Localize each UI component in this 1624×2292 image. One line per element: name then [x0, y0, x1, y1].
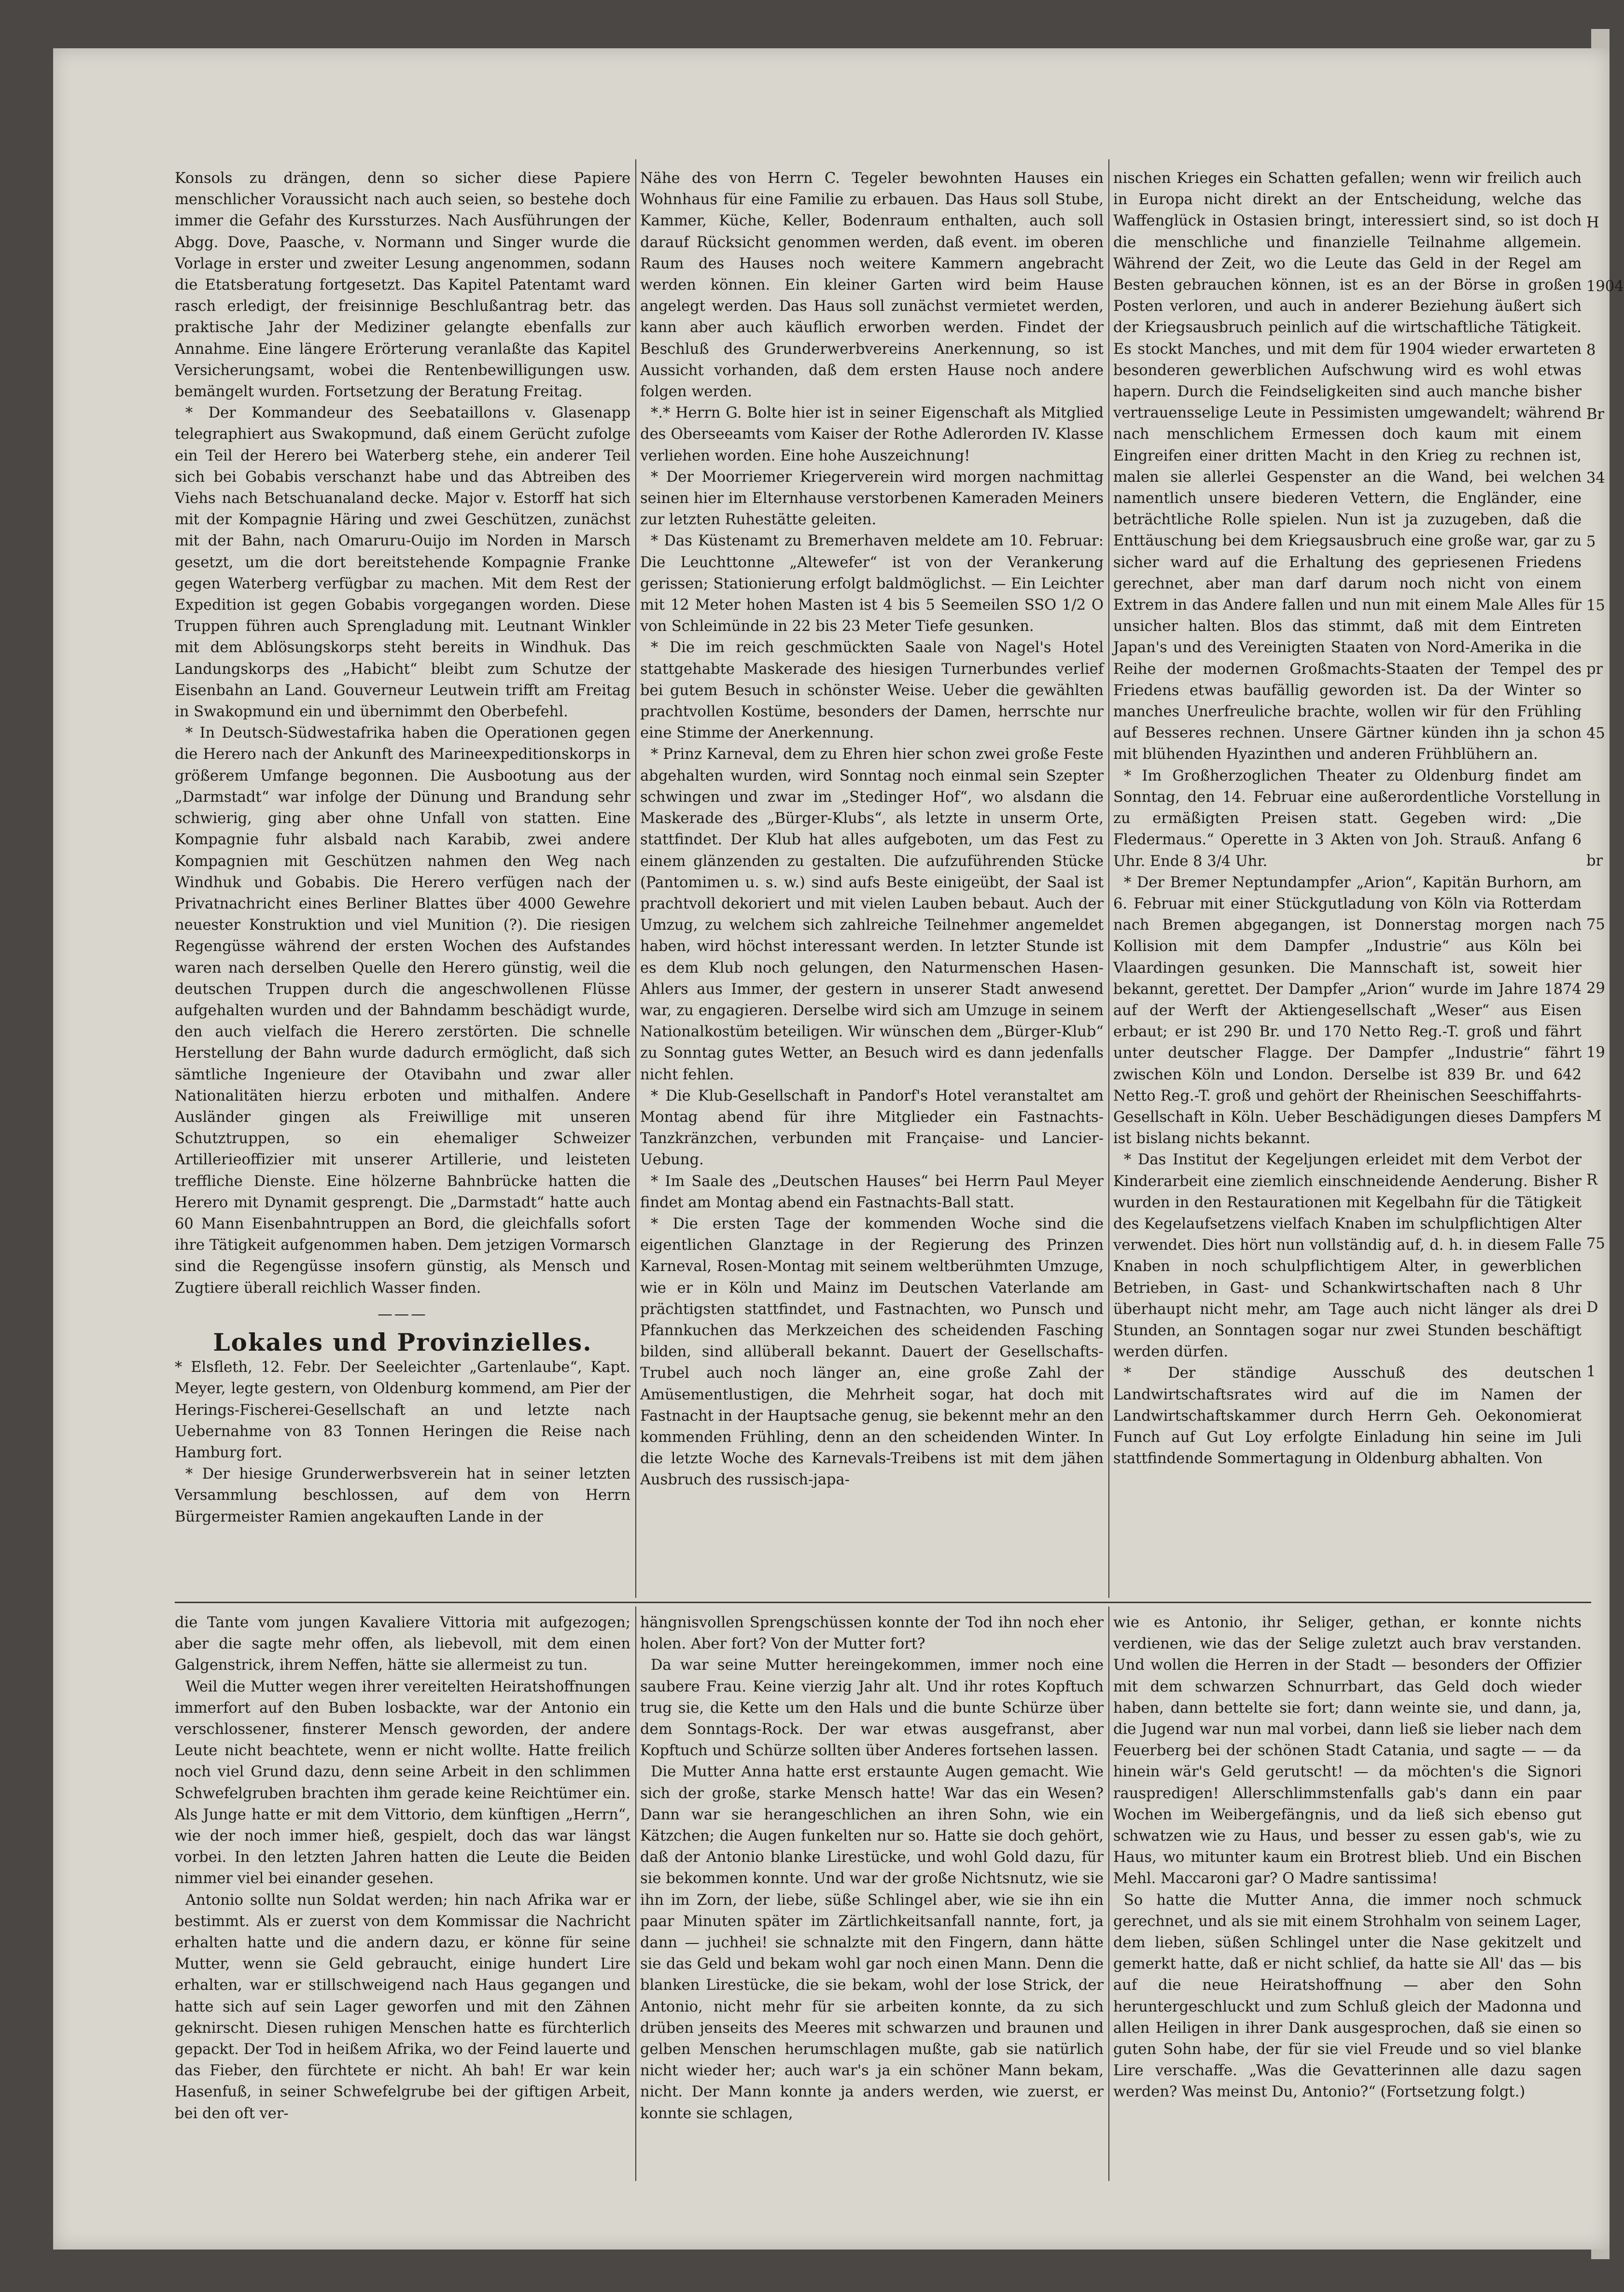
clipped-fragment: 1 [1586, 1363, 1596, 1380]
clipped-fragment: 29 [1586, 980, 1605, 997]
feuilleton-rule-2 [1108, 1607, 1109, 2181]
news-paragraph: Konsols zu drängen, denn so sicher diese Papiere menschlicher Voraussicht nach auch seien, so bestehe doch immer die Gefahr des Kurssturzes. Nach Ausführungen der Abgg. Dove, Paasche, v. Normann und Singer wurde die Vorlage in erster und zweiter Lesung angenommen, sodann die Etatsberatung fortgesetzt. Das Kapitel Patentamt ward rasch erledigt, der freisinnige Beschlußantrag betr. das praktische Jahr der Mediziner gelangte ebenfalls zur Annahme. Eine längere Erörterung veranlaßte das Kapitel Versicherungsamt, wobei die Rentenbewilligungen usw. bemängelt wurden. Fortsetzung der Beratung Freitag. [175, 170, 630, 401]
news-column-1 [175, 168, 630, 1592]
clipped-fragment: 1904 [1586, 278, 1624, 295]
local-news-paragraph: * Die ersten Tage der kommenden Woche sind die eigentlichen Glanztage in der Regierung des Prinzen Karneval, Rosen-Montag mit seinem weltberühmten Umzuge, wie er in Köln und Mainz im Deutschen Vaterlande am prächtigsten stattfindet, und Fastnachten, wo Punsch und Pfannkuchen das Merkzeichen des scheidenden Fasching bilden, sind allüberall bekannt. Dauert der Gesellschafts-Trubel auch noch länger an, eine große Zahl der Amüsementlustigen, die Mehrheit sogar, hat doch mit Fastnacht in der Hauptsache genug, sie bekennt mehr an den kommenden Frühling, denn an den scheidenden Winter. In die letzte Woche des Karnevals-Treibens ist mit dem jähen Ausbruch des russisch-japa- [640, 1215, 1104, 1489]
clipped-fragment: 75 [1586, 1235, 1605, 1253]
clipped-fragment: pr [1586, 661, 1603, 678]
clipped-column-fragments [1586, 212, 1624, 1419]
local-news-paragraph: * Die Klub-Gesellschaft in Pandorf's Hotel veranstaltet am Montag abend für ihre Mitglieder ein Fastnachts-Tanzkränzchen, verbunden mit Française- und Lancier-Uebung. [640, 1087, 1104, 1169]
story-paragraph: Weil die Mutter wegen ihrer vereitelten Heiratshoffnungen immerfort auf den Buben losbackte, war der Antonio ein verschlossener, finsterer Mensch geworden, der andere Leute nicht beachtete, wenn er nicht wollte. Hatte freilich noch viel Grund dazu, denn seine Arbeit in den schlimmen Schwefelgruben brachten ihm gerade keine Reichtümer ein. Als Junge hatte er mit dem Vittorio, dem künftigen „Herrn“, wie der noch immer hieß, gespielt, doch das war längst vorbei. In den letzten Jahren hatten die Leute die Beiden nimmer viel bei einander gesehen. [175, 1678, 630, 1887]
feuilleton-column-1 [175, 1612, 630, 2182]
clipped-fragment: 75 [1586, 916, 1605, 934]
local-news-paragraph: * Im Großherzoglichen Theater zu Oldenburg findet am Sonntag, den 14. Februar eine außerordentliche Vorstellung zu ermäßigten Preisen statt. Gegeben wird: „Die Fledermaus.“ Operette in 3 Akten von Joh. Strauß. Anfang 6 Uhr. Ende 8 3/4 Uhr. [1113, 767, 1582, 870]
feuilleton-rule-1 [635, 1607, 636, 2181]
column-rule-1 [635, 159, 636, 1598]
local-news-paragraph: * Der ständige Ausschuß des deutschen Landwirtschaftsrates wird auf die im Namen der Landwirtschaftskammer durch Herrn Geh. Oekonomierat Funch auf Gut Loy erfolgte Einladung hin seine im Juli stattfindende Sommertagung in Oldenburg abhalten. Von [1113, 1365, 1582, 1467]
clipped-fragment: br [1586, 853, 1603, 870]
feuilleton-column-3 [1113, 1612, 1582, 2182]
clipped-fragment: in [1586, 788, 1601, 806]
story-paragraph: Antonio sollte nun Soldat werden; hin nach Afrika war er bestimmt. Als er zuerst von dem Kommissar die Nachricht erhalten hatte und die andern dazu, er könne für seine Mutter, wenn sie Geld gebraucht, einige hundert Lire erhalten, war er stillschweigend nach Haus gegangen und hatte sich auf sein Lager geworfen und mit den Zähnen geknirscht. Diesen ruhigen Menschen hatte es fürchterlich gepackt. Der Tod in heißem Afrika, wo der Feind lauerte und das Fieber, den fürchtete er nicht. Ah bah! Er war kein Hasenfuß, in seiner Schwefelgrube bei der giftigen Arbeit, bei den oft ver- [175, 1891, 630, 2122]
clipped-fragment: M [1586, 1107, 1602, 1125]
local-news-paragraph: nischen Krieges ein Schatten gefallen; wenn wir freilich auch in Europa nicht direkt an der Entscheidung, welche das Waffenglück in Ostasien bringt, interessiert sind, so ist doch die menschliche und finanzielle Teilnahme allgemein. Während der Zeit, wo die Leute das Geld in der Regel am Besten gebrauchen können, ist es an der Börse in großen Posten verloren, und auch in anderer Beziehung äußert sich der Kriegsausbruch peinlich auf die wirtschaftliche Tätigkeit. Es stockt Manches, und mit dem für 1904 wieder erwarteten besonderen gewerblichen Aufschwung wird es wohl etwas hapern. Durch die Feindseligkeiten sind auch manche bisher vertrauensselige Leute in Pessimisten umgewandelt; während nach menschlichem Ermessen doch kaum mit einem Eingreifen einer dritten Macht in den Krieg zu rechnen ist, malen sie allerlei Gespenster an die Wand, bei welchen namentlich unsere biederen Vettern, die Engländer, eine beträchtliche Rolle spielen. Nun ist ja zuzugeben, daß die Enttäuschung bei dem Kriegsausbruch eine große war, gar zu sicher ward auf die Erhaltung des gepriesenen Friedens gerechnet, aber man darf darum noch nicht von einem Extrem in das Andere fallen und nun mit einem Male Alles für unsicher halten. Blos das stimmt, daß mit dem Eintreten Japan's und des Vereinigten Staaten von Nord-Amerika in die Reihe der modernen Großmachts-Staaten der Tempel des Friedens etwas baufällig geworden ist. Da der Winter so manches Unerfreuliche brachte, wollen wir für den Frühling auf Besseres rechnen. Unsere Gärtner künden ihn ja schon mit blühenden Hyazinthen und anderen Frühblühern an. [1113, 170, 1582, 763]
local-news-paragraph: * Die im reich geschmückten Saale von Nagel's Hotel stattgehabte Maskerade des hiesigen Turnerbundes verlief bei gutem Besuch in schönster Weise. Ueber die gewählten prachtvollen Kostüme, besonders der Damen, herrschte nur eine Stimme der Anerkennung. [640, 639, 1104, 742]
clipped-fragment: 34 [1586, 469, 1605, 487]
local-news-paragraph: Nähe des von Herrn C. Tegeler bewohnten Hauses ein Wohnhaus für eine Familie zu erbauen. Das Haus soll Stube, Kammer, Küche, Keller, Bodenraum enthalten, auch soll darauf Rücksicht genommen werden, daß event. im oberen Raum des Hauses noch weitere Kammern angebracht werden können. Ein kleiner Garten wird beim Hause angelegt werden. Das Haus soll zunächst vermietet werden, kann aber auch käuflich erworben werden. Findet der Beschluß des Grunderwerbvereins Anerkennung, so ist Aussicht vorhanden, daß dem ersten Hause noch andere folgen werden. [640, 170, 1104, 401]
local-news-paragraph: * Der hiesige Grunderwerbsverein hat in seiner letzten Versammlung beschlossen, auf dem von Herrn Bürgermeister Ramien angekauften Lande in der [175, 1466, 630, 1525]
story-paragraph: Die Mutter Anna hatte erst erstaunte Augen gemacht. Wie sich der große, starke Mensch hatte! War das ein Wesen? Dann war sie herangeschlichen an ihren Sohn, wie ein Kätzchen; die Augen funkelten nur so. Hatte sie doch gehört, daß der Antonio blanke Lirestücke, und wohl Gold dazu, für sie bekommen konnte. Und war der große Nichtsnutz, wie sie ihn im Zorn, der liebe, süße Schlingel aber, wie sie ihn ein paar Minuten später im Zärtlichkeitsanfall nannte, fort, ja dann — juchhei! sie schnalzte mit den Fingern, dann hätte sie das Geld und bekam wohl gar noch einen Mann. Denn die blanken Lirestücke, die sie bekam, wohl der lose Strick, der Antonio, nicht mehr für sie arbeiten konnte, da zu sich drüben jenseits des Meeres mit schwarzen und braunen und gelben Menschen herumschlagen mußte, gab sie natürlich nicht wieder her; auch war's ja ein schöner Mann bekam, nicht. Der Mann konnte ja anders werden, wie zuerst, er konnte sie schlagen, [640, 1763, 1104, 2122]
news-paragraph: * Der Kommandeur des Seebataillons v. Glasenapp telegraphiert aus Swakopmund, daß einem Gerücht zufolge ein Teil der Herero bei Waterberg stehe, ein anderer Teil sich bei Gobabis verschanzt habe und das Abtreiben des Viehs nach Betschuanaland decke. Major v. Estorff hat sich mit der Kompagnie Häring und zwei Geschützen, zunächst mit der Bahn, nach Omaruru-Ouijo im Norden in Marsch gesetzt, um die dort bereitstehende Kompagnie Franke gegen Waterberg verfügbar zu machen. Mit dem Rest der Expedition ist gegen Gobabis vorgegangen worden. Diese Truppen führen auch Sprengladung mit. Leutnant Winkler mit dem Ablösungskorps steht bereits in Windhuk. Das Landungskorps des „Habicht“ bleibt zum Schutze der Eisenbahn an Land. Gouverneur Leutwein trifft am Freitag in Swakopmund ein und übernimmt den Oberbefehl. [175, 405, 630, 721]
clipped-fragment: Br [1586, 405, 1604, 423]
clipped-fragment: R [1586, 1172, 1597, 1189]
local-news-paragraph: * Im Saale des „Deutschen Hauses“ bei Herrn Paul Meyer findet am Montag abend ein Fastnachts-Ball statt. [640, 1173, 1104, 1211]
news-column-2 [640, 168, 1104, 1592]
local-news-paragraph: * Prinz Karneval, dem zu Ehren hier schon zwei große Feste abgehalten wurden, wird Sonntag noch einmal sein Szepter schwingen und zwar im „Stedinger Hof“, wo alsdann die Maskerade des „Bürger-Klubs“, als letzte in unserm Orte, stattfindet. Der Klub hat alles aufgeboten, um das Fest zu einem glänzenden zu gestalten. Die aufzuführenden Stücke (Pantomimen u. s. w.) sind aufs Beste einigeübt, der Saal ist prachtvoll dekoriert und mit vielen Lauben bebaut. Auch der Umzug, zu welchem sich zahlreiche Teilnehmer angemeldet haben, wird höchst interessant werden. In letzter Stunde ist es dem Klub noch gelungen, den Naturmenschen Hasen-Ahlers aus Immer, der gestern in unserer Stadt anwesend war, zu engagieren. Derselbe wird sich am Umzuge in seinem Nationalkostüm beteiligen. Wir wünschen dem „Bürger-Klub“ zu Sonntag gutes Wetter, an Besuch wird es dann jedenfalls nicht fehlen. [640, 746, 1104, 1083]
story-paragraph: wie es Antonio, ihr Seliger, gethan, er konnte nichts verdienen, wie das der Selige zuletzt auch brav verstanden. Und wollen die Herren in der Stadt — besonders der Offizier mit dem schwarzen Schnurrbart, das Geld doch wieder haben, dann bettelte sie fort; dann weinte sie, und dann, ja, die Jugend war nun mal vorbei, dann ließ sie lieber nach dem Feuerberg bei der schönen Stadt Catania, und sagte — — da hinein wär's Geld gerutscht! — da möchten's die Signori rauspredigen! Allerschlimmstenfalls gab's dann ein paar Wochen im Weibergefängnis, und da ließ sich ebenso gut schwatzen wie zu Haus, und besser zu essen gab's, wie zu Haus, wo mitunter kaum ein Brotrest blieb. Und ein Bischen Mehl. Maccaroni gar? O Madre santissima! [1113, 1614, 1582, 1887]
section-title: Lokales und Provinzielles. [213, 1328, 592, 1356]
clipped-fragment: 15 [1586, 597, 1605, 615]
column-rule-2 [1108, 159, 1109, 1598]
feuilleton-column-2 [640, 1612, 1104, 2182]
local-news-paragraph: * Der Bremer Neptundampfer „Arion“, Kapitän Burhorn, am 6. Februar mit einer Stückgutladung von Köln via Rotterdam nach Bremen abgegangen, ist Donnerstag morgen nach Kollision mit dem Dampfer „Industrie“ aus Köln bei Vlaardingen gesunken. Die Mannschaft ist, soweit hier bekannt, gerettet. Der Dampfer „Arion“ wurde im Jahre 1874 auf der Werft der Aktiengesellschaft „Weser“ aus Eisen erbaut; er ist 290 Br. und 170 Netto Reg.-T. groß und fährt unter deutscher Flagge. Der Dampfer „Industrie“ fährt zwischen Köln und London. Derselbe ist 839 Br. und 642 Netto Reg.-T. groß und gehört der Rheinischen Seeschiffahrts-Gesellschaft in Köln. Ueber Beschädigungen dieses Dampfers ist bislang nichts bekannt. [1113, 874, 1582, 1147]
clipped-fragment: D [1586, 1299, 1598, 1316]
news-column-3 [1113, 168, 1582, 1592]
news-paragraph: * In Deutsch-Südwestafrika haben die Operationen gegen die Herero nach der Ankunft des Marineexpeditionskorps in größerem Umfange begonnen. Die Ausbootung aus der „Darmstadt“ war infolge der Dünung und Brandung sehr schwierig, ging aber ohne Unfall von statten. Eine Kompagnie fuhr alsbald nach Karabib, zwei andere Kompagnien mit Geschützen nahmen den Weg nach Windhuk und Gobabis. Die Herero verfügen nach der Privatnachricht eines Berliner Blattes über 4000 Gewehre neuester Konstruktion und viel Munition (?). Die riesigen Regengüsse während der ersten Wochen des Aufstandes waren nach derselben Quelle den Herero günstig, weil die deutschen Truppen durch die angeschwollenen Flüsse aufgehalten wurden und der Bahndamm beschädigt wurde, den auch vielfach die Herero zerstörten. Die schnelle Herstellung der Bahn wurde dadurch ermöglicht, daß sich sämtliche Ingenieure der Otavibahn und zwar aller Nationalitäten hierzu erboten und mithalfen. Andere Ausländer gingen als Freiwillige mit unseren Schutztruppen, so ein ehemaliger Schweizer Artillerieoffizier mit unserer Artillerie, und leisteten treffliche Dienste. Eine hölzerne Bahnbrücke hatten die Herero mit Dynamit gesprengt. Die „Darmstadt“ hatte auch 60 Mann Eisenbahntruppen an Bord, die gleichfalls sofort ihre Tätigkeit aufgenommen haben. Dem jetzigen Vormarsch sind die Regengüsse insofern günstig, als Mensch und Zugtiere überall reichlich Wasser finden. [175, 725, 630, 1297]
feuilleton-divider [175, 1602, 1591, 1603]
local-news-paragraph: *.* Herrn G. Bolte hier ist in seiner Eigenschaft als Mitglied des Oberseeamts vom Kaiser der Rothe Adlerorden IV. Klasse verliehen worden. Eine hohe Auszeichnung! [640, 405, 1104, 464]
story-paragraph: Da war seine Mutter hereingekommen, immer noch eine saubere Frau. Keine vierzig Jahr alt. Und ihr rotes Kopftuch trug sie, die Kette um den Hals und die bunte Schürze über dem Sonntags-Rock. Der war etwas ausgefranst, aber Kopftuch und Schürze sollten über Anderes fortsehen lassen. [640, 1657, 1104, 1760]
story-paragraph: die Tante vom jungen Kavaliere Vittoria mit aufgezogen; aber die sagte mehr offen, als liebevoll, mit dem einen Galgenstrick, ihrem Neffen, hätte sie allermeist zu tun. [175, 1614, 630, 1674]
local-news-paragraph: * Der Moorriemer Kriegerverein wird morgen nachmittag seinen hier im Elternhause verstorbenen Kameraden Meiners zur letzten Ruhestätte geleiten. [640, 468, 1104, 529]
section-separator: ——— [378, 1305, 428, 1323]
clipped-fragment: H [1586, 214, 1599, 231]
story-paragraph: So hatte die Mutter Anna, die immer noch schmuck gerechnet, und als sie mit einem Strohhalm von seinem Lager, dem lieben, süßen Schlingel unter die Nase gekitzelt und gemerkt hatte, daß er nicht schlief, da hatte sie All' das — bis auf die neue Heiratshoffnung — aber den Sohn heruntergeschluckt und zum Schluß gleich der Madonna und allen Heiligen in ihrer Dank ausgesprochen, daß sie einen so guten Sohn habe, der für sie viel Freude und so viel blanke Lire verschaffe. „Was die Gevatterinnen alle dazu sagen werden? Was meinst Du, Antonio?“ (Fortsetzung folgt.) [1113, 1891, 1582, 2101]
local-news-paragraph: * Das Küstenamt zu Bremerhaven meldete am 10. Februar: Die Leuchttonne „Altewefer“ ist von der Verankerung gerissen; Stationierung erfolgt baldmöglichst. — Ein Leichter mit 12 Meter hohen Masten ist 4 bis 5 Seemeilen SSO 1/2 O von Schleimünde in 22 bis 23 Meter Tiefe gesunken. [640, 532, 1104, 635]
story-paragraph: hängnisvollen Sprengschüssen konnte der Tod ihn noch eher holen. Aber fort? Von der Mutter fort? [640, 1614, 1104, 1653]
clipped-fragment: 19 [1586, 1044, 1605, 1061]
clipped-fragment: 5 [1586, 533, 1596, 551]
local-news-paragraph: * Das Institut der Kegeljungen erleidet mit dem Verbot der Kinderarbeit eine ziemlich einschneidende Aenderung. Bisher wurden in den Restaurationen mit Kegelbahn für die Tätigkeit des Kegelaufsetzens vielfach Knaben im schulpflichtigen Alter verwendet. Dies hört nun vollständig auf, d. h. in diesem Falle Knaben in noch schulpflichtigem Alter, in gewerblichen Betrieben, in Gast- und Schankwirtschaften nach 8 Uhr überhaupt nicht mehr, am Tage auch nicht länger als drei Stunden, an Sonntagen sogar nur zwei Stunden beschäftigt werden dürfen. [1113, 1151, 1582, 1361]
clipped-fragment: 8 [1586, 342, 1596, 359]
local-news-paragraph: * Elsfleth, 12. Febr. Der Seeleichter „Gartenlaube“, Kapt. Meyer, legte gestern, von Oldenburg kommend, am Pier der Herings-Fischerei-Gesellschaft an und letzte nach Uebernahme von 83 Tonnen Heringen die Reise nach Hamburg fort. [175, 1359, 630, 1461]
clipped-fragment: 45 [1586, 725, 1605, 742]
